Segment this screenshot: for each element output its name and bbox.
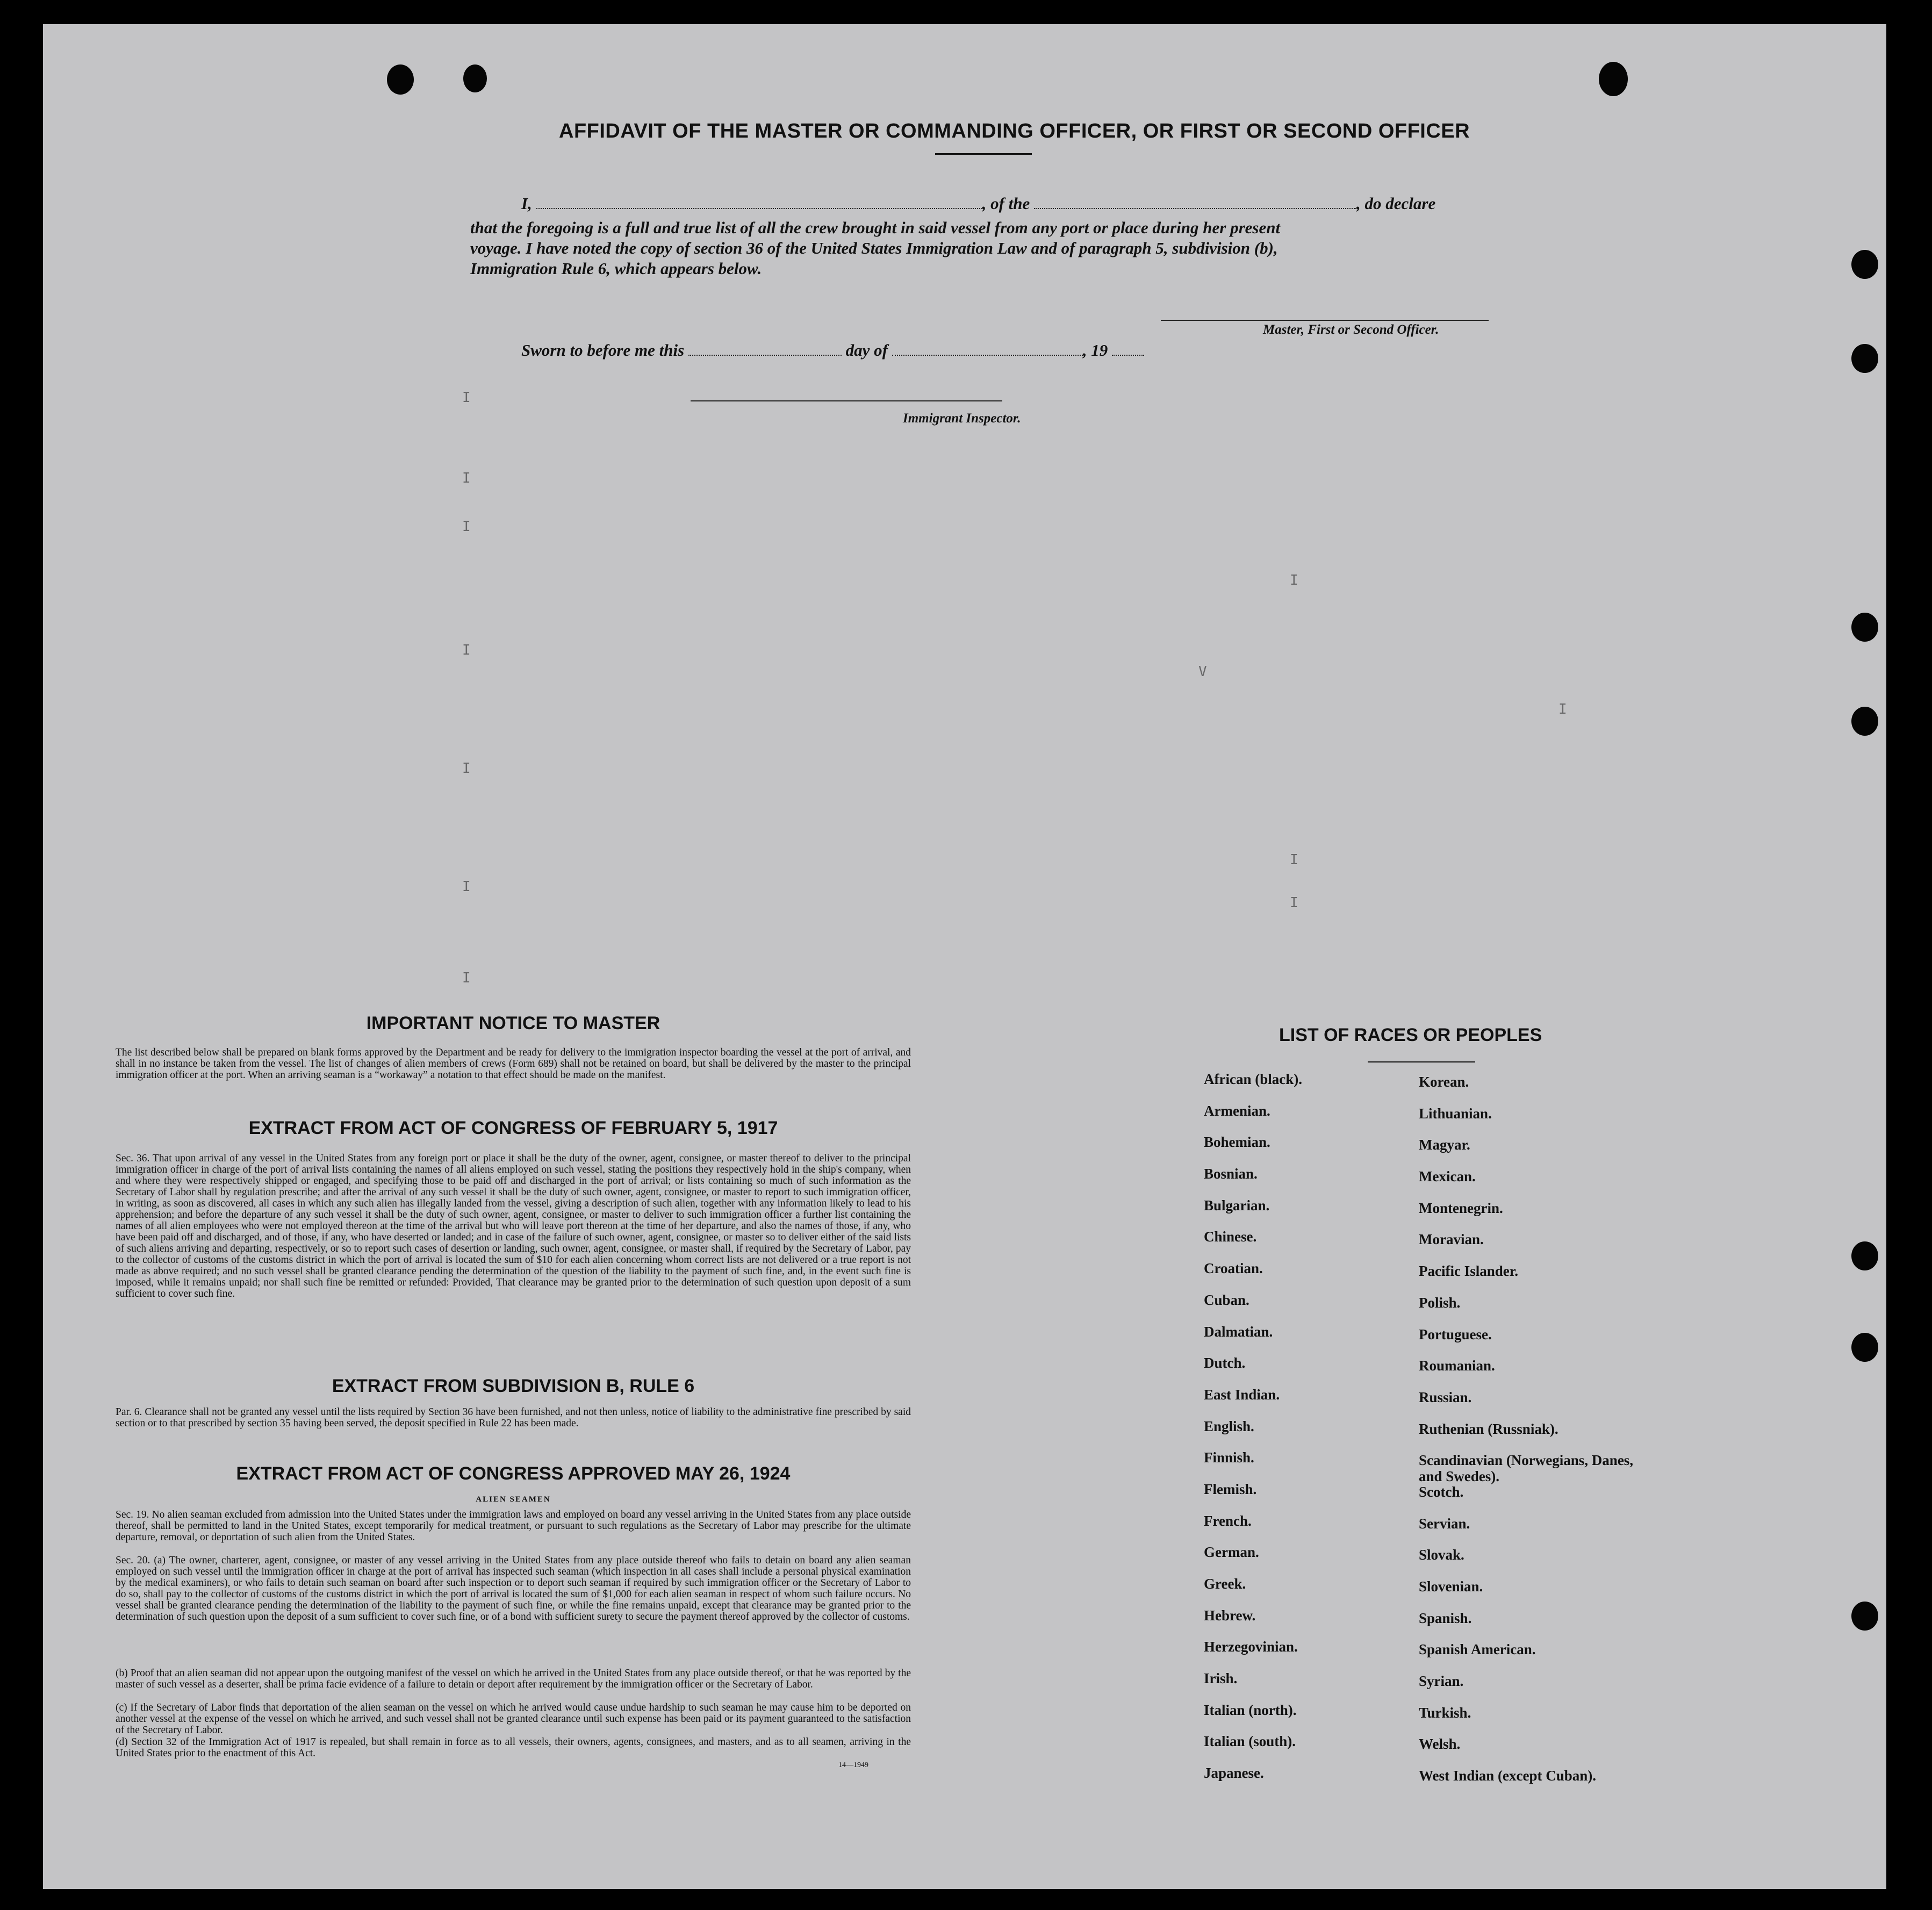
race-item: Bosnian. (1204, 1166, 1258, 1182)
race-item: French. (1204, 1512, 1252, 1529)
bleed-through-marks: I (462, 970, 471, 986)
bleed-through-marks: I (1558, 701, 1567, 717)
race-item: Montenegrin. (1419, 1200, 1503, 1216)
rule-6-title: EXTRACT FROM SUBDIVISION B, RULE 6 (332, 1376, 695, 1396)
race-item: Portuguese. (1419, 1326, 1492, 1342)
bleed-through-marks: I (462, 519, 471, 535)
race-item: Mexican. (1419, 1168, 1476, 1185)
race-item: Spanish American. (1419, 1641, 1536, 1658)
race-item: Flemish. (1204, 1481, 1257, 1497)
race-item: Pacific Islander. (1419, 1263, 1518, 1280)
bleed-through-marks: V (1198, 664, 1207, 680)
races-list-left (1204, 1071, 1397, 1797)
act-1924-title: EXTRACT FROM ACT OF CONGRESS APPROVED MAY 26, 1924 (236, 1463, 791, 1484)
races-title: LIST OF RACES OR PEOPLES (1279, 1025, 1542, 1045)
bleed-through-marks: I (462, 470, 471, 486)
bleed-through-marks: I (462, 879, 471, 895)
races-list-right (1419, 1074, 1634, 1799)
punch-hole (463, 64, 487, 92)
races-title-rule (1368, 1061, 1475, 1062)
notice-title: IMPORTANT NOTICE TO MASTER (366, 1013, 660, 1033)
punch-hole (387, 64, 414, 95)
race-item: Greek. (1204, 1576, 1246, 1592)
bleed-through-marks: I (462, 390, 471, 406)
affidavit-declaration (521, 193, 1558, 214)
punch-hole (1851, 250, 1878, 279)
race-item: Italian (south). (1204, 1733, 1296, 1750)
race-item: Scandinavian (Norwegians, Danes, and Swedes). (1419, 1452, 1634, 1485)
bleed-through-marks: I (462, 760, 471, 777)
document-page (43, 24, 1886, 1889)
sworn-day-of: day of (845, 341, 888, 360)
race-item: Bulgarian. (1204, 1197, 1270, 1214)
race-item: Slovak. (1419, 1547, 1464, 1563)
sworn-statement (521, 340, 1327, 361)
race-item: German. (1204, 1544, 1259, 1561)
sworn-year-blank[interactable] (1112, 341, 1144, 356)
race-item: Italian (north). (1204, 1701, 1297, 1718)
act-1924-sec-20a: Sec. 20. (a) The owner, charterer, agent, consignee, or master of any vessel arriving in the United States from any place outside thereof who fails to detain on board any alien seaman employed on such vessel until the immigration officer in charge at the port of arrival has inspected such seaman (which inspection in all cases shall include a personal physical examination by the medical examiners), or who fails to detain such seaman on board after such inspection or to deport such seaman if required by such immigration officer or the Secretary of Labor to do so, shall pay to the collector of customs of the customs district in which the port of arrival is located the sum of $1,000 for each alien seaman in respect of whom such failure occurs. No vessel shall be granted clearance pending the determination of the liability to the payment of such fine, or while the fine remains unpaid, except that clearance may be granted prior to the determination of such question upon the deposit of a sum sufficient to cover such fine, or of a bond with sufficient surety to secure the payment thereof approved by the collector of customs. (116, 1555, 911, 1622)
race-item: Polish. (1419, 1294, 1461, 1311)
bleed-through-marks: I (1290, 895, 1298, 911)
race-item: Moravian. (1419, 1231, 1484, 1248)
declaration-of-the: , of the (982, 194, 1030, 213)
affidavit-line-2: that the foregoing is a full and true list of all the crew brought in said vessel from any port or place during her present (470, 218, 1281, 237)
race-item: Scotch. (1419, 1483, 1464, 1500)
sworn-day-blank[interactable] (688, 341, 842, 356)
affidavit-line-4: Immigration Rule 6, which appears below. (470, 259, 762, 278)
punch-hole (1851, 1333, 1878, 1362)
bleed-through-marks: I (1290, 572, 1298, 588)
act-1924-sec-19: Sec. 19. No alien seaman excluded from admission into the United States under the immigration laws and employed on board any vessel arriving in the United States from any place outside thereof, shall be permitted to land in the United States, except temporarily for medical treatment, or pursuant to such regulations as the Secretary of Labor may prescribe for the ultimate departure, removal, or deportation of such alien from the United States. (116, 1509, 911, 1543)
race-item: Dalmatian. (1204, 1323, 1273, 1340)
race-item: Korean. (1419, 1074, 1469, 1090)
punch-hole (1851, 1602, 1878, 1631)
sworn-label: Sworn to before me this (521, 341, 685, 360)
act-1924-sec-20d: (d) Section 32 of the Immigration Act of 1917 is repealed, but shall remain in force as to all vessels, their owners, agents, consignees, and masters, and as to all seamen, arriving in the United States prior to the enactment of this Act. (116, 1736, 911, 1759)
notice-text: The list described below shall be prepared on blank forms approved by the Department and be ready for delivery to the immigration inspector boarding the vessel at the port of arrival, and shall in no instance be taken from the vessel. The list of changes of alien members of crews (Form 689) shall not be retained on board, but shall be delivered by the master to the principal immigration officer at the port. When an arriving seaman is a “workaway” a notation to that effect should be made on the manifest. (116, 1047, 911, 1081)
race-item: Slovenian. (1419, 1578, 1483, 1595)
race-item: Dutch. (1204, 1355, 1246, 1372)
race-item: Syrian. (1419, 1673, 1464, 1690)
race-item: Turkish. (1419, 1704, 1471, 1721)
vessel-blank[interactable] (1034, 194, 1356, 209)
race-item: Finnish. (1204, 1449, 1254, 1466)
race-item: Bohemian. (1204, 1134, 1270, 1151)
name-blank[interactable] (536, 194, 982, 209)
race-item: Ruthenian (Russniak). (1419, 1420, 1558, 1437)
act-1917-text: Sec. 36. That upon arrival of any vessel in the United States from any foreign port or place it shall be the duty of the owner, agent, consignee, or master thereof to deliver to the principal immigration officer in charge of the port of arrival lists containing the names of all aliens employed on such vessel, stating the positions they respectively hold in the ship's company, when and where they were respectively shipped or engaged, and specifying those to be paid off and discharged in the port of arrival; or lists containing so much of such information as the Secretary of Labor shall by regulation prescribe; and after the arrival of any such vessel it shall be the duty of such owner, agent, consignee, or master to report to such immigration officer, in writing, as soon as discovered, all cases in which any such alien has illegally landed from the vessel, giving a description of such alien, together with any information likely to lead to his apprehension; and before the departure of any such vessel it shall be the duty of such owner, agent, consignee, or master to deliver to such immigration officer a further list containing the names of all alien employees who were not employed thereon at the time of the arrival but who will leave port thereon at the time of her departure, and also the names of those, if any, who have been paid off and discharged, and of those, if any, who have deserted or landed; and in case of the failure of such owner, agent, consignee, or master so to deliver either of the said lists of such aliens arriving and departing, respectively, or so to report such cases of desertion or landing, such owner, agent, consignee, or master shall, if required by the Secretary of Labor, pay to the collector of customs of the customs district in which the port of arrival is located the sum of $10 for each alien concerning whom correct lists are not delivered or a true report is not made as above required; and no such vessel shall be granted clearance pending the determination of the question of the liability to the payment of such fine, and, in the event such fine is imposed, while it remains unpaid; nor shall such fine be remitted or refunded: Provided, That clearance may be granted prior to the determination of such question upon deposit of a sum sufficient to cover such fine. (116, 1153, 911, 1299)
sworn-year-label: , 19 (1082, 341, 1108, 360)
race-item: Japanese. (1204, 1765, 1264, 1782)
act-1924-sec-20b: (b) Proof that an alien seaman did not appear upon the outgoing manifest of the vessel on which he arrived in the United States from any place outside thereof, or that he was reported by the master of such vessel as a deserter, shall be prima facie evidence of a failure to detain or deport after requirement by the immigration officer or the Secretary of Labor. (116, 1668, 911, 1690)
race-item: Welsh. (1419, 1736, 1461, 1753)
race-item: Herzegovinian. (1204, 1639, 1298, 1655)
master-signature-caption: Master, First or Second Officer. (1263, 322, 1439, 337)
act-1917-title: EXTRACT FROM ACT OF CONGRESS OF FEBRUARY 5, 1917 (248, 1118, 778, 1138)
race-item: Cuban. (1204, 1291, 1249, 1308)
act-1924-subtitle: ALIEN SEAMEN (476, 1495, 551, 1504)
declaration-i: I, (521, 194, 532, 213)
race-item: Magyar. (1419, 1137, 1470, 1153)
master-signature-line[interactable] (1161, 320, 1489, 321)
race-item: Chinese. (1204, 1229, 1257, 1245)
rule-6-text: Par. 6. Clearance shall not be granted any vessel until the lists required by Section 36 have been furnished, and not then unless, notice of liability to the administrative fine prescribed by said section or to that prescribed by section 35 having been served, the deposit specified in Rule 22 has been made. (116, 1406, 911, 1429)
bleed-through-marks: I (1290, 852, 1298, 868)
race-item: Armenian. (1204, 1102, 1270, 1119)
bleed-through-marks: I (462, 642, 471, 658)
inspector-signature-caption: Immigrant Inspector. (903, 411, 1021, 426)
race-item: Lithuanian. (1419, 1105, 1492, 1122)
race-item: Russian. (1419, 1389, 1472, 1405)
race-item: African (black). (1204, 1071, 1302, 1087)
punch-hole (1851, 707, 1878, 736)
sworn-month-blank[interactable] (892, 341, 1083, 356)
declaration-do-declare: , do declare (1356, 194, 1436, 213)
affidavit-line-3: voyage. I have noted the copy of section 36 of the United States Immigration Law and of paragraph 5, subdivision (b), (470, 239, 1278, 257)
race-item: Irish. (1204, 1670, 1238, 1687)
race-item: Roumanian. (1419, 1358, 1495, 1374)
race-item: West Indian (except Cuban). (1419, 1768, 1597, 1784)
race-item: Servian. (1419, 1515, 1470, 1532)
punch-hole (1599, 62, 1628, 96)
affidavit-title: AFFIDAVIT OF THE MASTER OR COMMANDING OFFICER, OR FIRST OR SECOND OFFICER (559, 120, 1470, 142)
race-item: English. (1204, 1418, 1254, 1434)
race-item: Croatian. (1204, 1260, 1263, 1277)
race-item: Hebrew. (1204, 1607, 1256, 1624)
race-item: East Indian. (1204, 1386, 1280, 1403)
inspector-signature-line[interactable] (691, 400, 1002, 401)
punch-hole (1851, 344, 1878, 373)
punch-hole (1851, 613, 1878, 642)
form-code: 14—1949 (838, 1761, 868, 1769)
act-1924-sec-20c: (c) If the Secretary of Labor finds that deportation of the alien seaman on the vessel on which he arrived would cause undue hardship to such seaman he may cause him to be deported on another vessel at the expense of the vessel on which he arrived, and such vessel shall not be granted clearance until such expense has been paid or its payment guaranteed to the satisfaction of the Secretary of Labor. (116, 1702, 911, 1736)
title-rule (935, 153, 1032, 155)
race-item: Spanish. (1419, 1610, 1472, 1626)
punch-hole (1851, 1241, 1878, 1270)
